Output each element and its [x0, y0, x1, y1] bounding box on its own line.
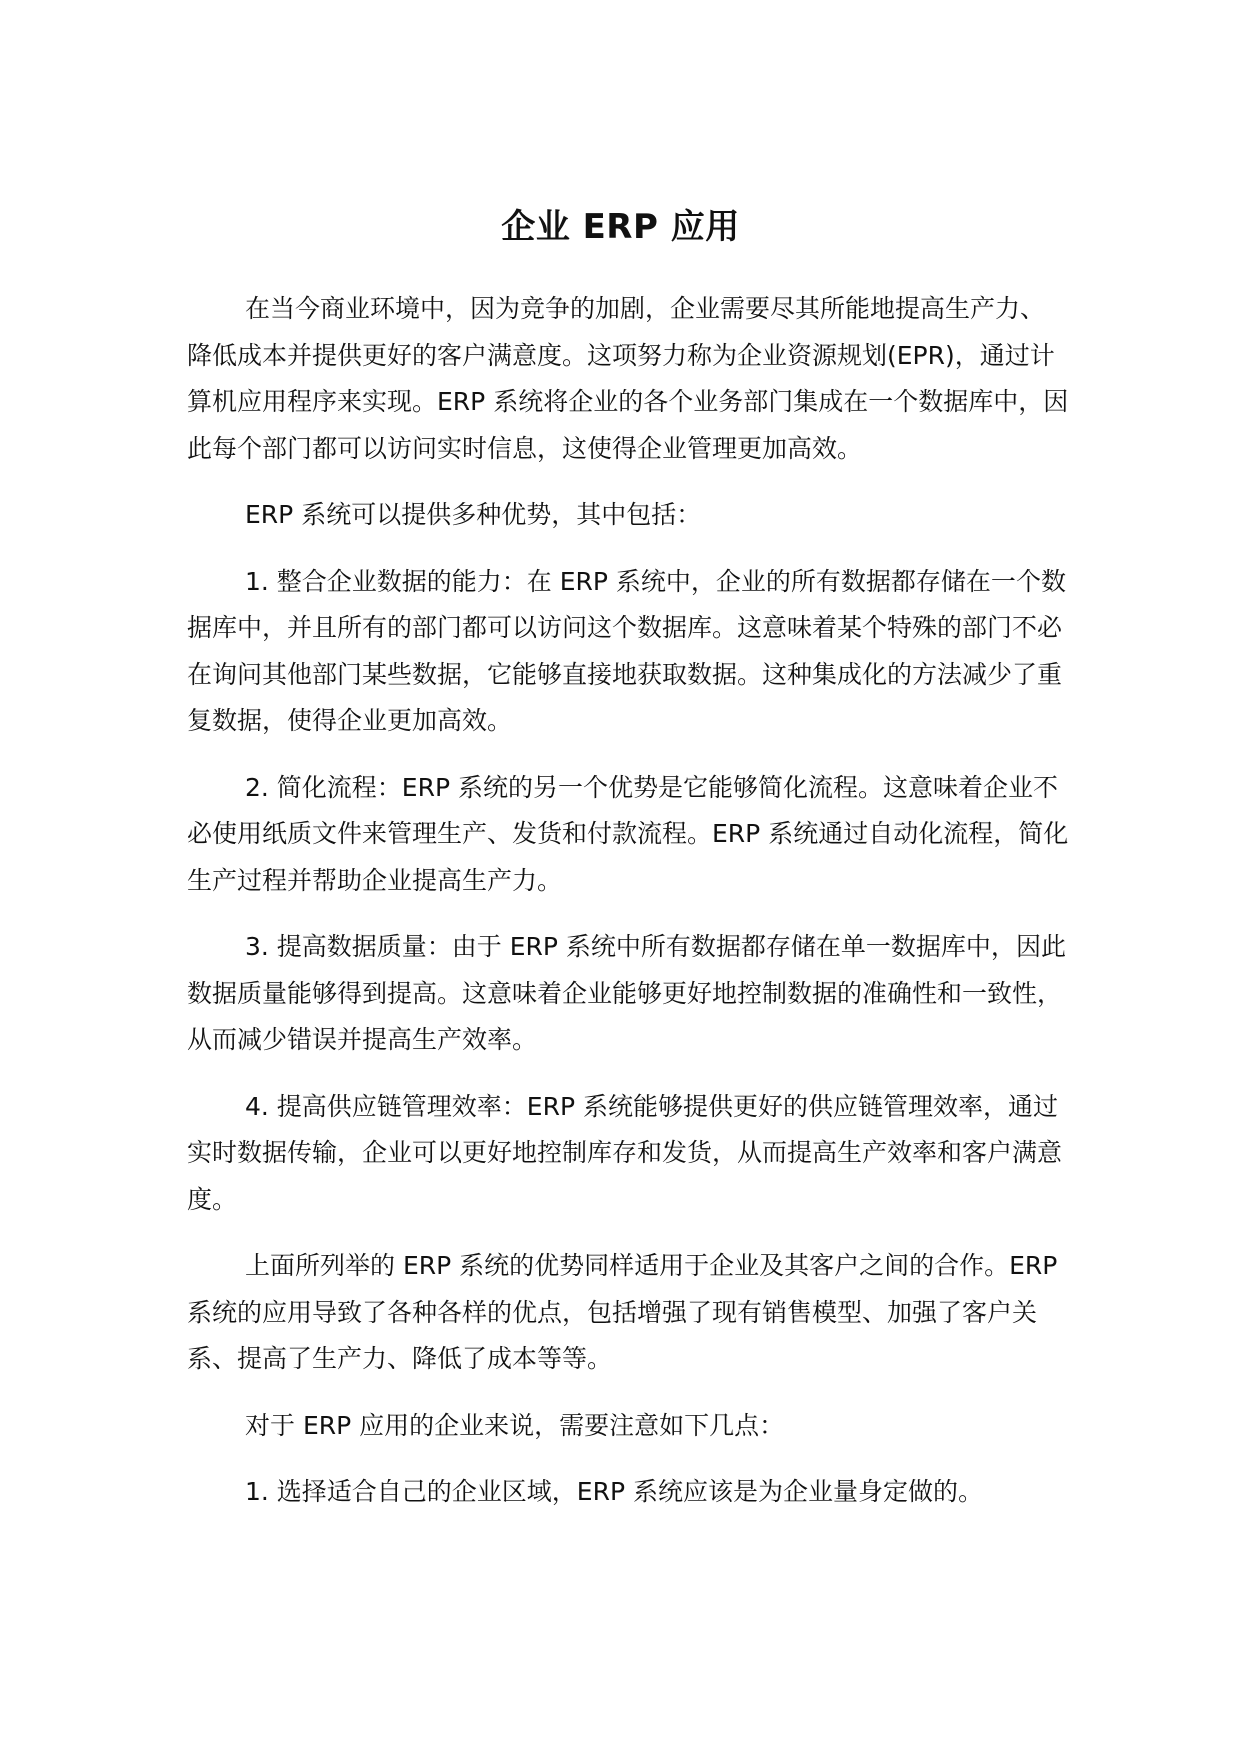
paragraph-advantage-3: 3. 提高数据质量：由于 ERP 系统中所有数据都存储在单一数据库中，因此数据质量能够得到提高。这意味着企业能够更好地控制数据的准确性和一致性，从而减少错误并提高生产效率。 [187, 932, 1066, 1054]
paragraph-summary: 上面所列举的 ERP 系统的优势同样适用于企业及其客户之间的合作。ERP 系统的应用导致了各种各样的优点，包括增强了现有销售模型、加强了客户关系、提高了生产力、降低了成本等等。 [187, 1251, 1058, 1373]
document-title: 企业 ERP 应用 [501, 206, 740, 247]
paragraph-advantage-1: 1. 整合企业数据的能力：在 ERP 系统中，企业的所有数据都存储在一个数据库中，并且所有的部门都可以访问这个数据库。这意味着某个特殊的部门不必在询问其他部门某些数据，它能够直接地获取数据。这种集成化的方法减少了重复数据，使得企业更加高效。 [187, 566, 1066, 735]
paragraph-notes-lead: 对于 ERP 应用的企业来说，需要注意如下几点： [245, 1410, 785, 1440]
paragraph-advantage-4: 4. 提高供应链管理效率：ERP 系统能够提供更好的供应链管理效率，通过实时数据传输，企业可以更好地控制库存和发货，从而提高生产效率和客户满意度。 [187, 1091, 1063, 1214]
paragraph-advantages-lead: ERP 系统可以提供多种优势，其中包括： [245, 500, 702, 529]
paragraph-intro: 在当今商业环境中，因为竞争的加剧，企业需要尽其所能地提高生产力、降低成本并提供更好的客户满意度。这项努力称为企业资源规划(EPR)，通过计算机应用程序来实现。ERP 系统将企业的各个业务部门集成在一个数据库中，因此每个部门都可以访问实时信息，这使得企业管理更加高效。 [187, 294, 1069, 463]
document-body [187, 286, 1069, 1536]
paragraph-advantage-2: 2. 简化流程：ERP 系统的另一个优势是它能够简化流程。这意味着企业不必使用纸质文件来管理生产、发货和付款流程。ERP 系统通过自动化流程，简化生产过程并帮助企业提高生产力。 [187, 772, 1069, 895]
paragraph-note-1: 1. 选择适合自己的企业区域，ERP 系统应该是为企业量身定做的。 [245, 1477, 983, 1506]
